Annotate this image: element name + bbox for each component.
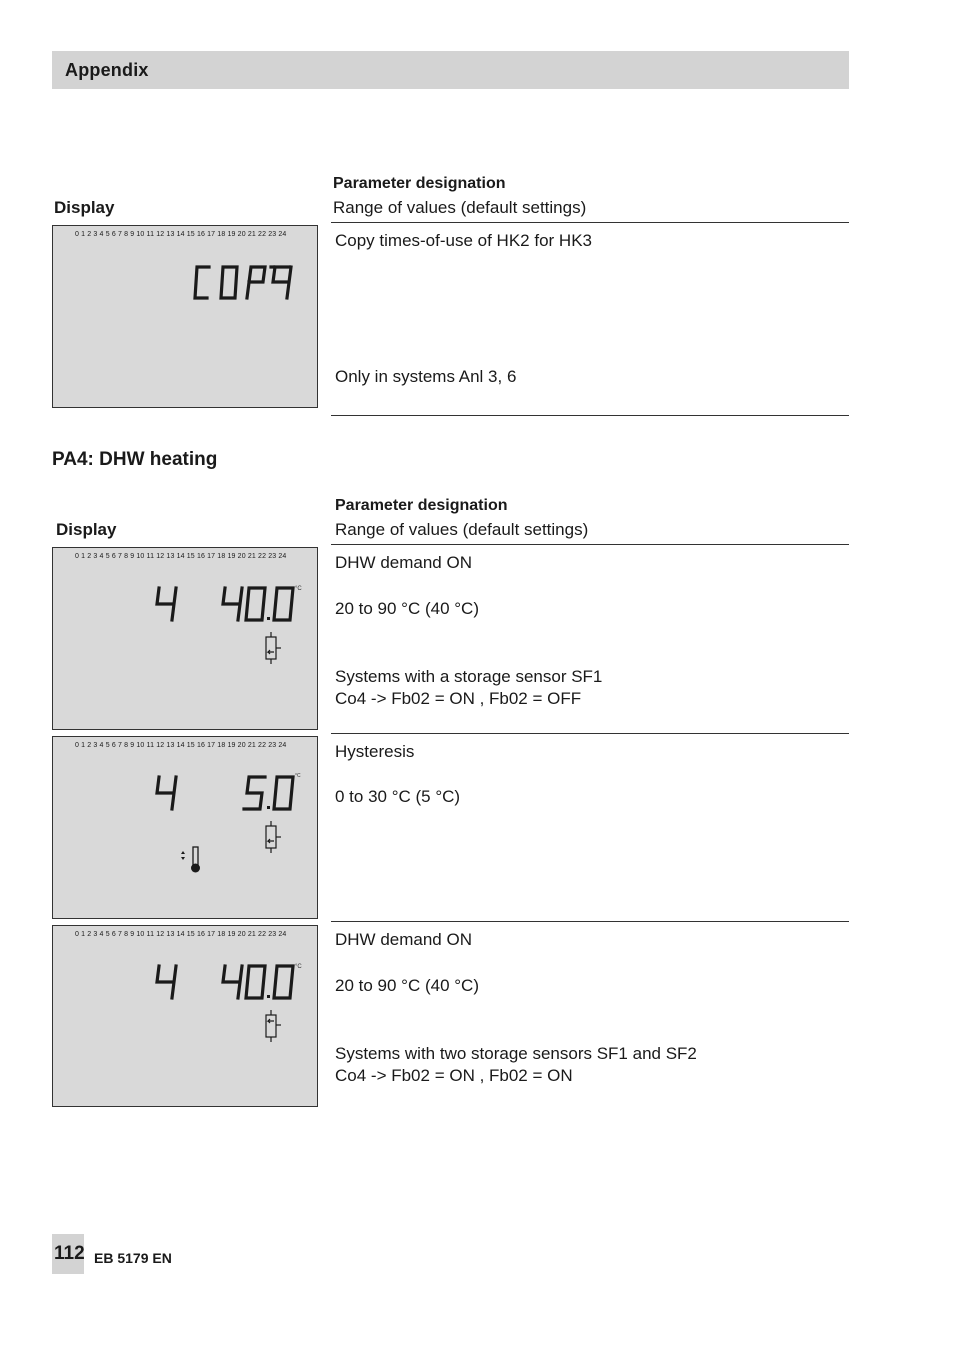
section-title: PA4: DHW heating [52, 449, 218, 470]
row-rule [331, 733, 849, 734]
page-number: 112 [54, 1243, 85, 1264]
page-number-box [52, 1234, 84, 1274]
column-header-range: Range of values (default settings) [333, 198, 587, 217]
storage-tank-icon [266, 1010, 281, 1042]
row-rule [331, 415, 849, 416]
lcd-display-hysteresis [52, 736, 318, 919]
document-id: EB 5179 EN [94, 1250, 172, 1266]
lcd-display-dhw-on-sf2 [52, 925, 318, 1107]
lcd-segment-readout [53, 926, 317, 1106]
column-header-display: Display [56, 520, 117, 539]
hour-scale: 0 1 2 3 4 5 6 7 8 9 10 11 12 13 14 15 16 17 18 19 20 21 22 23 24 [75, 931, 287, 938]
lcd-segment-readout [53, 548, 317, 729]
param-range: 20 to 90 °C (40 °C) [335, 976, 479, 995]
column-header-range: Range of values (default settings) [335, 520, 589, 539]
param-note: Co4 -> Fb02 = ON , Fb02 = OFF [335, 689, 582, 708]
param-name: DHW demand ON [335, 930, 472, 949]
param-name: Hysteresis [335, 742, 415, 761]
param-note: Only in systems Anl 3, 6 [335, 367, 517, 386]
row-rule [331, 921, 849, 922]
lcd-segment-readout [53, 226, 317, 407]
column-header-param: Parameter designation [335, 497, 508, 514]
hour-scale: 0 1 2 3 4 5 6 7 8 9 10 11 12 13 14 15 16 17 18 19 20 21 22 23 24 [75, 553, 287, 560]
column-header-param: Parameter designation [333, 175, 506, 192]
lcd-display-copy [52, 225, 318, 408]
hour-scale: 0 1 2 3 4 5 6 7 8 9 10 11 12 13 14 15 16 17 18 19 20 21 22 23 24 [75, 231, 287, 238]
svg-text:°C: °C [295, 773, 301, 779]
lcd-display-dhw-on-sf1 [52, 547, 318, 730]
header-rule [331, 222, 849, 223]
thermometer-icon [181, 847, 200, 873]
column-header-display: Display [54, 198, 115, 217]
svg-text:°C: °C [295, 964, 302, 970]
hour-scale: 0 1 2 3 4 5 6 7 8 9 10 11 12 13 14 15 16 17 18 19 20 21 22 23 24 [75, 742, 287, 749]
header-rule [331, 544, 849, 545]
storage-tank-icon [266, 821, 281, 853]
param-range: 20 to 90 °C (40 °C) [335, 599, 479, 618]
param-name: Copy times-of-use of HK2 for HK3 [335, 231, 592, 250]
lcd-segment-readout [53, 737, 317, 918]
page-header-title: Appendix [65, 60, 149, 80]
param-name: DHW demand ON [335, 553, 472, 572]
storage-tank-icon [266, 632, 281, 664]
param-range: 0 to 30 °C (5 °C) [335, 787, 461, 806]
param-note: Co4 -> Fb02 = ON , Fb02 = ON [335, 1066, 573, 1085]
param-note: Systems with two storage sensors SF1 and SF2 [335, 1044, 697, 1063]
header-bar [52, 51, 849, 89]
svg-text:°C: °C [295, 586, 302, 592]
param-note: Systems with a storage sensor SF1 [335, 667, 603, 686]
